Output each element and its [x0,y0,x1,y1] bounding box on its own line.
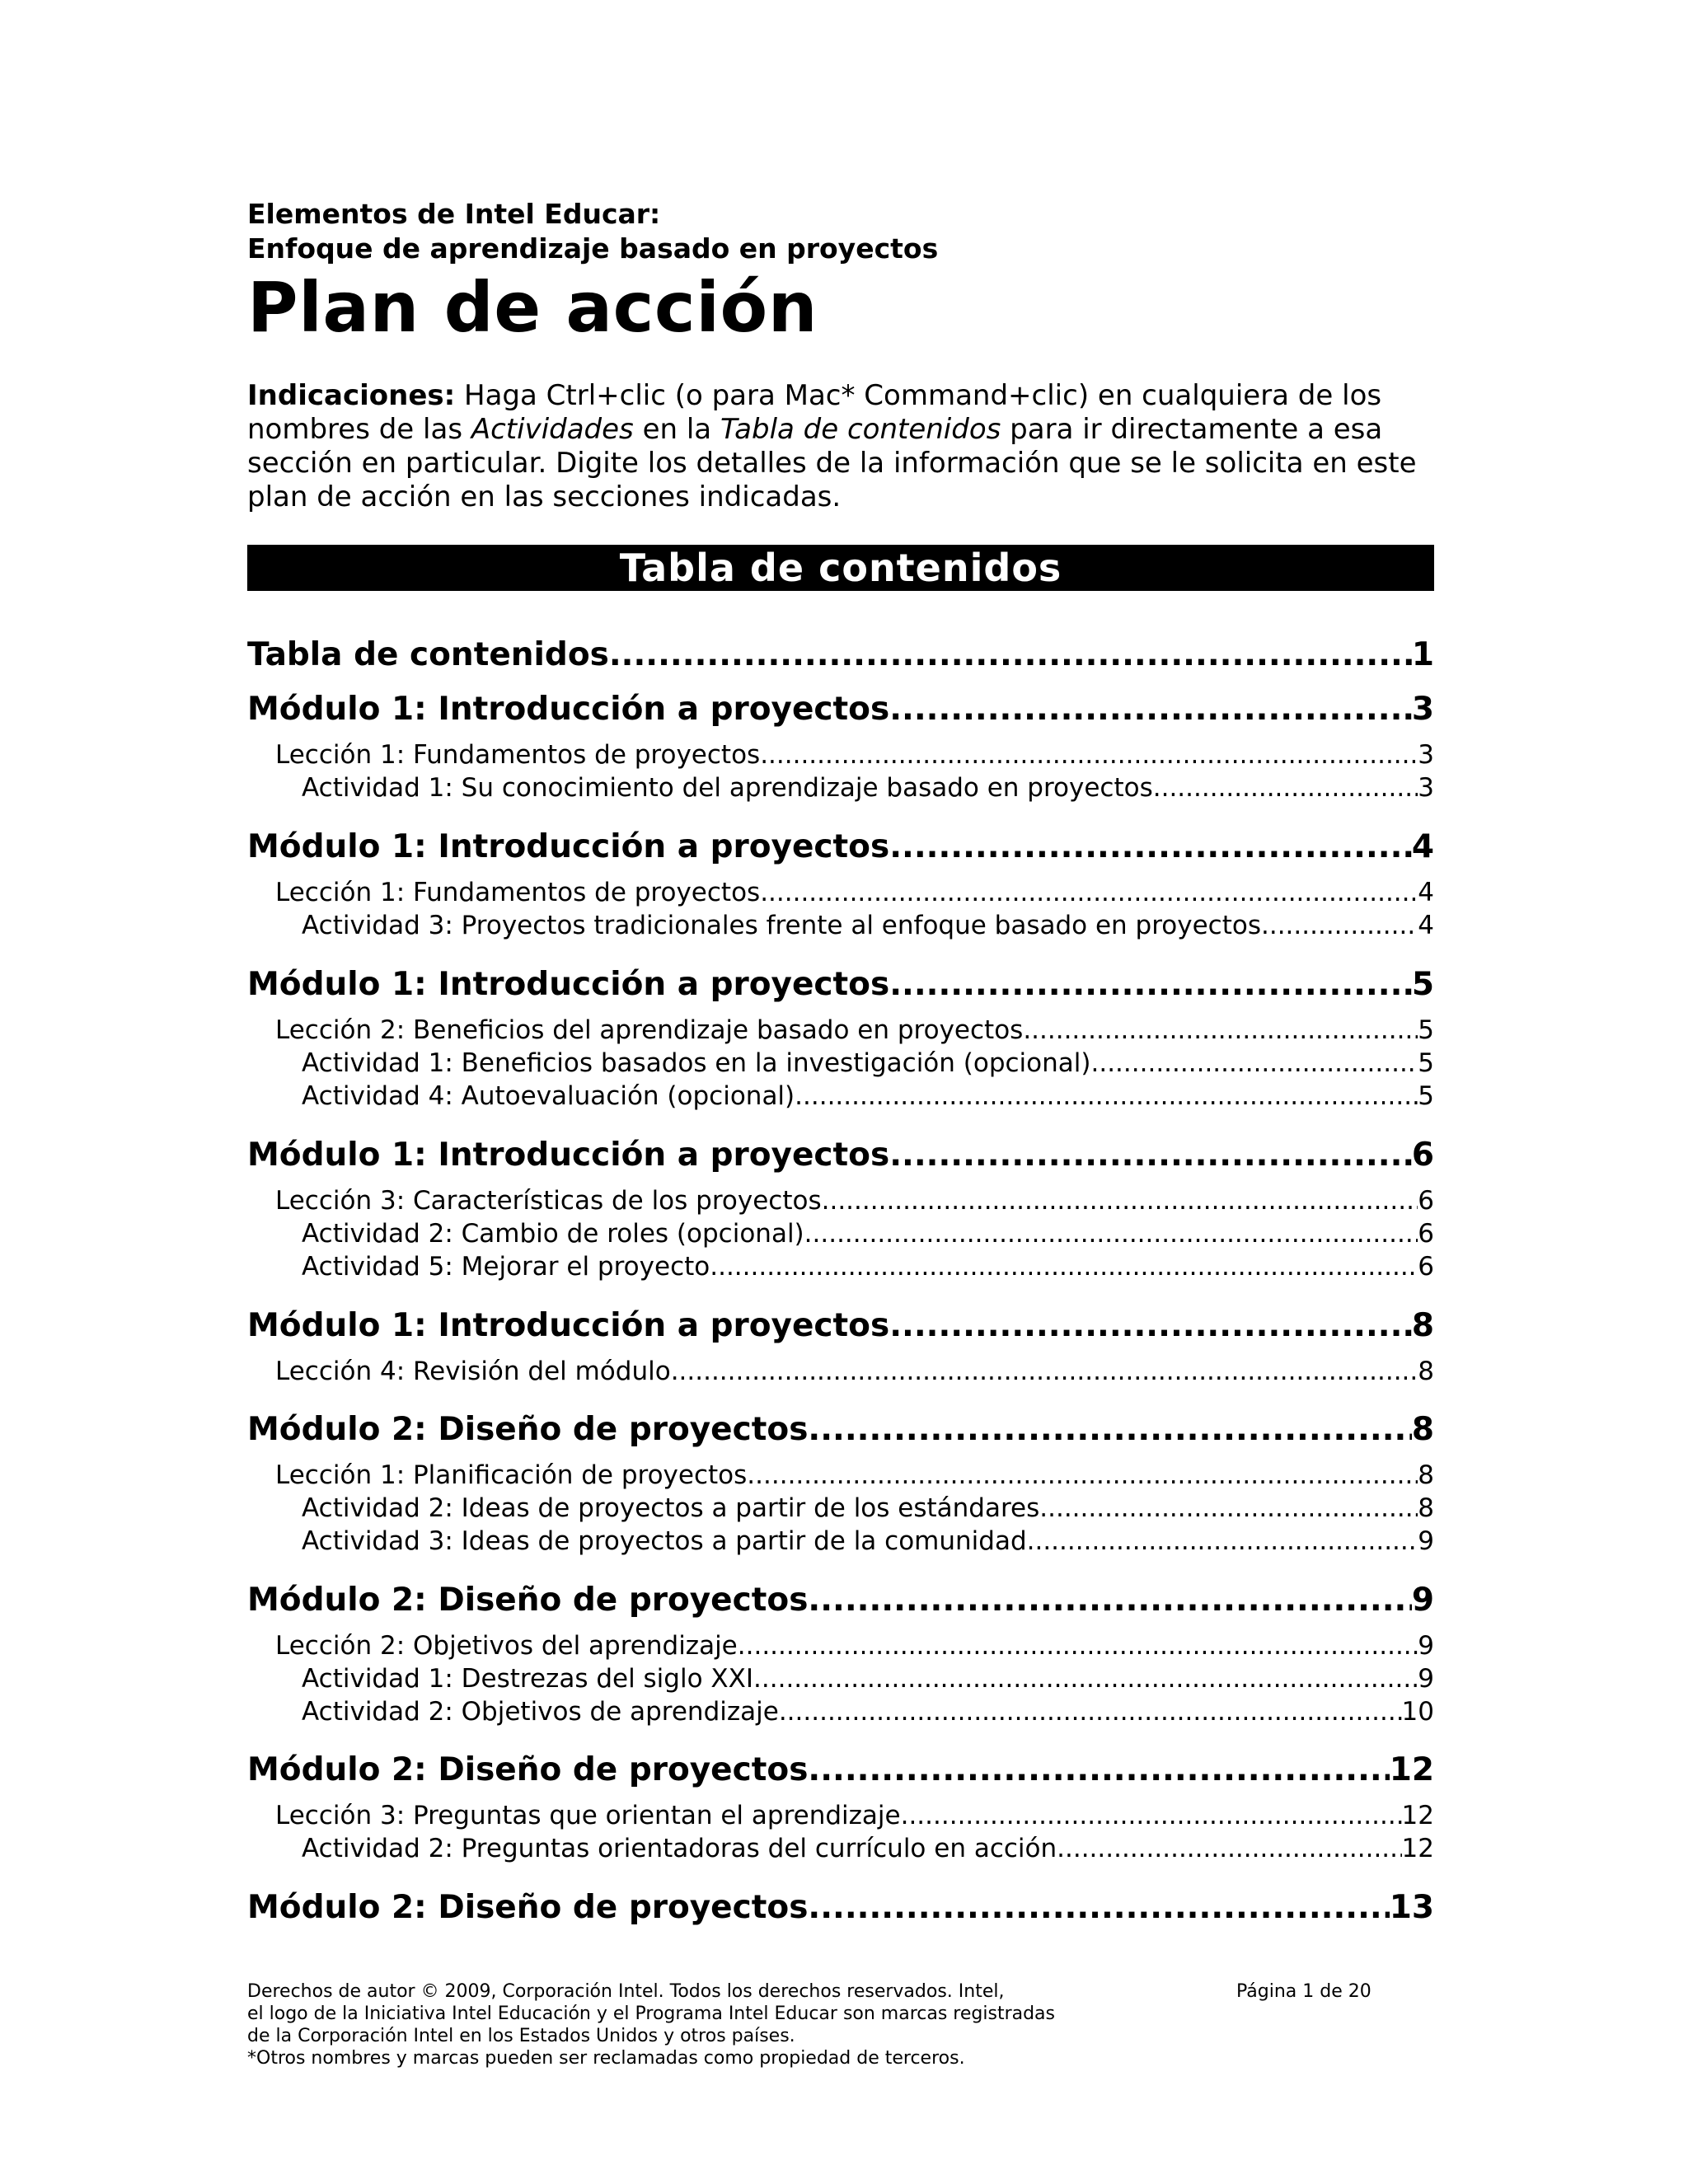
instructions-text-3: para ir directamente a esa sección en particular. Digite los detalles de la información que se le solicita en este plan de acción en las secciones indicadas. [247,413,1417,513]
toc-page-number: 5 [1418,1015,1434,1045]
toc-dot-leader [1153,771,1418,804]
instructions-text-1: Haga Ctrl+clic (o para Mac* Command+clic) en cualquiera de los nombres de las [247,379,1382,446]
toc-dot-leader [795,1080,1418,1113]
toc-dot-leader [804,1217,1418,1250]
toc-module-link[interactable] [247,635,1434,676]
toc-page-number: 6 [1418,1219,1434,1249]
toc-activity-link[interactable] [247,909,1434,942]
toc-dot-leader [889,1305,1412,1347]
page-title: Plan de acción [247,267,818,348]
toc-module-link[interactable] [247,689,1434,730]
toc-module-link[interactable] [247,827,1434,868]
toc-entry-title: Actividad 1: Destrezas del siglo XXI [302,1664,754,1694]
document-course-title: Enfoque de aprendizaje basado en proyectos [247,232,939,265]
toc-dot-leader [901,1799,1402,1832]
toc-dot-leader [779,1695,1402,1728]
toc-page-number: 6 [1418,1252,1434,1282]
toc-entry-title: Actividad 2: Preguntas orientadoras del currículo en acción [302,1834,1057,1863]
toc-entry-title: Módulo 1: Introducción a proyectos [247,966,890,1003]
toc-dot-leader [822,1184,1418,1217]
toc-page-number: 9 [1418,1631,1434,1661]
toc-activity-link[interactable] [247,771,1434,804]
toc-activity-link[interactable] [247,1492,1434,1525]
toc-dot-leader [808,1887,1389,1929]
toc-dot-leader [753,1662,1418,1695]
toc-entry-title: Módulo 1: Introducción a proyectos [247,1137,890,1174]
toc-lesson-link[interactable] [247,1799,1434,1832]
instructions-text-2: en la [633,413,720,446]
toc-entry-title: Módulo 1: Introducción a proyectos [247,828,890,865]
toc-dot-leader [808,1580,1411,1621]
toc-dot-leader [760,738,1418,771]
toc-page-number: 8 [1418,1357,1434,1386]
toc-page-number: 4 [1418,878,1434,907]
toc-lesson-link[interactable] [247,1459,1434,1492]
toc-activity-link[interactable] [247,1832,1434,1865]
toc-entry-title: Lección 4: Revisión del módulo [275,1357,671,1386]
toc-page-number: 8 [1418,1460,1434,1490]
toc-entry-title: Lección 1: Planificación de proyectos [275,1460,748,1490]
toc-entry-title: Módulo 2: Diseño de proyectos [247,1582,809,1619]
toc-page-number: 5 [1411,966,1434,1003]
toc-dot-leader [889,689,1412,730]
toc-page-number: 4 [1411,828,1434,865]
toc-page-number: 10 [1401,1697,1434,1727]
toc-entry-title: Módulo 2: Diseño de proyectos [247,1751,809,1788]
toc-page-number: 8 [1411,1411,1434,1448]
toc-page-number: 9 [1418,1664,1434,1694]
toc-dot-leader [1091,1047,1418,1080]
copyright-line-1: Derechos de autor © 2009, Corporación Intel. Todos los derechos reservados. Intel, [247,1981,1005,2002]
toc-entry-title: Módulo 2: Diseño de proyectos [247,1411,809,1448]
toc-page-number: 3 [1418,740,1434,770]
toc-dot-leader [808,1409,1411,1451]
toc-page-number: 13 [1389,1889,1434,1926]
page-number: Página 1 de 20 [1236,1981,1372,2002]
toc-lesson-link[interactable] [247,1629,1434,1662]
toc-module-link[interactable] [247,1750,1434,1791]
page-footer [247,1980,1434,2069]
toc-page-number: 6 [1411,1137,1434,1174]
toc-lesson-link[interactable] [247,1184,1434,1217]
toc-page-number: 1 [1411,636,1434,673]
toc-page-number: 9 [1411,1582,1434,1619]
toc-page-number: 8 [1418,1493,1434,1523]
toc-entry-title: Actividad 2: Cambio de roles (opcional) [302,1219,804,1249]
copyright-line-2: el logo de la Iniciativa Intel Educación y el Programa Intel Educar son marcas registradas [247,2004,1055,2024]
toc-entry-title: Actividad 1: Su conocimiento del aprendizaje basado en proyectos [302,773,1153,803]
toc-entry-title: Módulo 2: Diseño de proyectos [247,1889,809,1926]
toc-activity-link[interactable] [247,1525,1434,1558]
toc-activity-link[interactable] [247,1080,1434,1113]
toc-dot-leader [1261,909,1418,942]
toc-page-number: 6 [1418,1186,1434,1216]
toc-entry-title: Lección 3: Características de los proyectos [275,1186,822,1216]
toc-dot-leader [1023,1014,1418,1047]
toc-dot-leader [747,1459,1418,1492]
toc-entry-title: Actividad 3: Proyectos tradicionales frente al enfoque basado en proyectos [302,911,1261,940]
toc-page-number: 12 [1401,1834,1434,1863]
toc-module-link[interactable] [247,1409,1434,1451]
toc-entry-title: Tabla de contenidos [247,636,609,673]
toc-entry-title: Módulo 1: Introducción a proyectos [247,1307,890,1344]
instructions-label: Indicaciones: [247,379,456,412]
toc-entry-title: Lección 1: Fundamentos de proyectos [275,740,761,770]
toc-page-number: 12 [1401,1801,1434,1830]
document-series-title: Elementos de Intel Educar: [247,198,661,230]
toc-activity-link[interactable] [247,1217,1434,1250]
toc-page-number: 5 [1418,1048,1434,1078]
toc-activity-link[interactable] [247,1662,1434,1695]
toc-module-link[interactable] [247,1305,1434,1347]
toc-page-number: 12 [1389,1751,1434,1788]
toc-dot-leader [671,1355,1418,1388]
toc-dot-leader [889,964,1412,1005]
instructions-emphasis-activities: Actividades [471,413,634,446]
toc-module-link[interactable] [247,964,1434,1005]
toc-entry-title: Actividad 2: Objetivos de aprendizaje [302,1697,779,1727]
toc-entry-title: Módulo 1: Introducción a proyectos [247,691,890,728]
toc-dot-leader [889,827,1412,868]
copyright-line-4: *Otros nombres y marcas pueden ser reclamadas como propiedad de terceros. [247,2048,965,2069]
copyright-line-3: de la Corporación Intel en los Estados Unidos y otros países. [247,2026,795,2046]
toc-module-link[interactable] [247,1580,1434,1621]
toc-module-link[interactable] [247,1887,1434,1929]
toc-dot-leader [889,1135,1412,1176]
toc-dot-leader [760,876,1418,909]
toc-entry-title: Lección 3: Preguntas que orientan el aprendizaje [275,1801,901,1830]
toc-heading-bar: Tabla de contenidos [247,545,1434,591]
toc-page-number: 5 [1418,1081,1434,1111]
toc-entry-title: Actividad 2: Ideas de proyectos a partir de los estándares [302,1493,1040,1523]
toc-dot-leader [710,1250,1418,1283]
toc-dot-leader [1027,1525,1418,1558]
toc-page-number: 9 [1418,1526,1434,1556]
toc-module-link[interactable] [247,1135,1434,1176]
toc-entry-title: Actividad 1: Beneficios basados en la investigación (opcional) [302,1048,1091,1078]
instructions-emphasis-toc: Tabla de contenidos [720,413,1001,446]
toc-dot-leader [609,635,1412,676]
toc-page-number: 4 [1418,911,1434,940]
toc-activity-link[interactable] [247,1250,1434,1283]
toc-entry-title: Lección 2: Beneficios del aprendizaje basado en proyectos [275,1015,1024,1045]
toc-lesson-link[interactable] [247,1355,1434,1388]
document-page [247,0,1434,2184]
toc-entry-title: Actividad 3: Ideas de proyectos a partir de la comunidad [302,1526,1027,1556]
instructions-paragraph [247,379,1434,514]
toc-dot-leader [1057,1832,1401,1865]
toc-page-number: 8 [1411,1307,1434,1344]
toc-entry-title: Lección 1: Fundamentos de proyectos [275,878,761,907]
toc-page-number: 3 [1418,773,1434,803]
toc-lesson-link[interactable] [247,738,1434,771]
toc-activity-link[interactable] [247,1047,1434,1080]
toc-entry-title: Lección 2: Objetivos del aprendizaje [275,1631,738,1661]
toc-lesson-link[interactable] [247,1014,1434,1047]
toc-lesson-link[interactable] [247,876,1434,909]
toc-activity-link[interactable] [247,1695,1434,1728]
toc-entry-title: Actividad 4: Autoevaluación (opcional) [302,1081,795,1111]
toc-entry-title: Actividad 5: Mejorar el proyecto [302,1252,710,1282]
toc-dot-leader [808,1750,1389,1791]
toc-page-number: 3 [1411,691,1434,728]
toc-dot-leader [738,1629,1418,1662]
toc-dot-leader [1039,1492,1418,1525]
